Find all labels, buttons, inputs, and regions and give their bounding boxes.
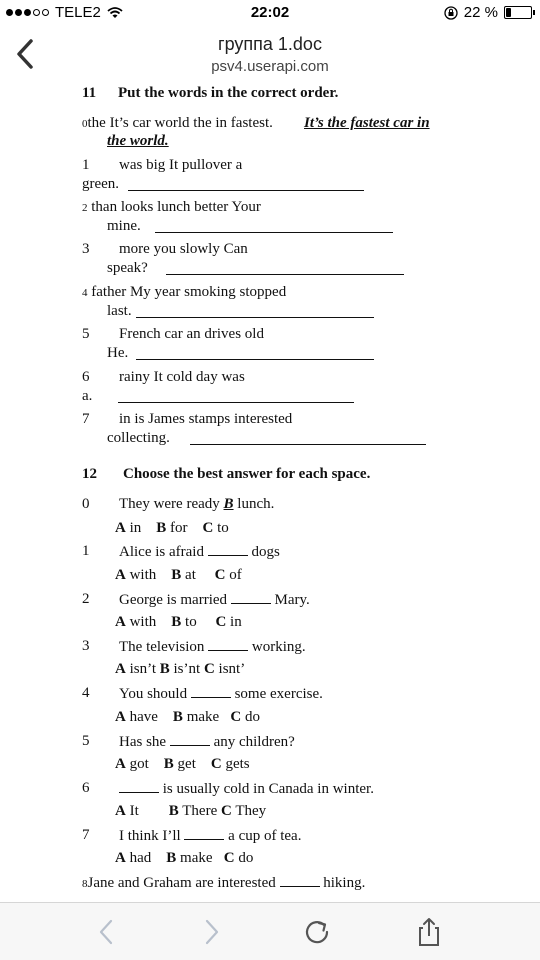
question-3-number: 3 (82, 638, 90, 654)
item-7-words: in is James stamps interested (119, 411, 293, 427)
item-4: 4 father My year smoking stopped (82, 284, 287, 300)
question-2-number: 2 (82, 591, 90, 607)
question-2-text: George is married Mary. (119, 592, 310, 608)
item-0-answer-line2: the world. (107, 133, 169, 149)
question-1-blank[interactable] (208, 543, 248, 556)
option-a[interactable]: A It (115, 803, 139, 819)
item-5-words-cont: He. (107, 345, 129, 361)
question-2-blank[interactable] (231, 591, 271, 604)
question-4-text: You should some exercise. (119, 686, 323, 702)
question-0-answer: B (223, 496, 234, 512)
question-3-options (115, 661, 245, 678)
option-b[interactable]: B is’nt (159, 661, 201, 677)
item-0: 0the It’s car world the in fastest. (82, 115, 273, 131)
option-c[interactable]: C do (223, 850, 254, 866)
status-bar (0, 0, 540, 26)
question-6-blank[interactable] (119, 780, 159, 793)
item-2-words-cont: mine. (107, 218, 141, 234)
question-8-blank[interactable] (280, 874, 320, 887)
section-12-title: Choose the best answer for each space. (123, 466, 371, 482)
question-5-text: Has she any children? (119, 734, 295, 750)
item-7-blank[interactable] (190, 432, 426, 445)
question-6-text: is usually cold in Canada in winter. (119, 780, 374, 798)
option-b[interactable]: B There (168, 803, 218, 819)
question-3-text: The television working. (119, 639, 306, 655)
item-6-blank[interactable] (118, 390, 354, 403)
question-7-text: I think I’ll a cup of tea. (119, 828, 302, 844)
question-5-number: 5 (82, 733, 90, 749)
item-1-words: was big It pullover a (119, 157, 243, 173)
item-4-blank[interactable] (136, 305, 374, 318)
option-c[interactable]: C gets (210, 756, 250, 772)
reload-icon[interactable] (302, 917, 332, 947)
option-a[interactable]: A isn’t (115, 661, 156, 677)
option-b[interactable]: B to (171, 614, 197, 630)
option-c[interactable]: C of (214, 567, 242, 583)
forward-arrow-icon[interactable] (196, 917, 226, 947)
clock: 22:02 (250, 4, 290, 21)
option-a[interactable]: A in (115, 520, 142, 536)
question-3-blank[interactable] (208, 638, 248, 651)
option-a[interactable]: A have (115, 709, 158, 725)
carrier-name: TELE2 (55, 4, 101, 21)
item-3-words-cont: speak? (107, 260, 148, 276)
battery-group (444, 4, 532, 21)
question-2-options (115, 614, 242, 631)
question-6-options (115, 803, 266, 820)
section-12-number: 12 (82, 466, 97, 482)
browser-toolbar (0, 902, 540, 960)
item-5-number: 5 (82, 326, 90, 342)
document-content (0, 82, 540, 902)
item-6-words-cont: a. (82, 388, 93, 404)
option-b[interactable]: B for (156, 520, 188, 536)
question-1-text: Alice is afraid dogs (119, 544, 280, 560)
question-5-blank[interactable] (170, 733, 210, 746)
item-5-blank[interactable] (136, 347, 374, 360)
question-7-blank[interactable] (184, 827, 224, 840)
question-7-number: 7 (82, 827, 90, 843)
option-c[interactable]: C do (230, 709, 261, 725)
section-11-number: 11 (82, 85, 97, 101)
option-b[interactable]: B make (166, 850, 213, 866)
question-0-text: They were ready B lunch. (119, 496, 275, 512)
item-2-blank[interactable] (155, 220, 393, 233)
question-0-options (115, 520, 229, 537)
item-4-words-cont: last. (107, 303, 132, 319)
option-a[interactable]: A had (115, 850, 152, 866)
question-5-options (115, 756, 250, 773)
option-c[interactable]: C isnt’ (203, 661, 246, 677)
question-8-text: 8Jane and Graham are interested hiking. (82, 875, 366, 891)
item-1-number: 1 (82, 157, 90, 173)
option-a[interactable]: A with (115, 614, 157, 630)
item-1-blank[interactable] (128, 178, 364, 191)
question-0-number: 0 (82, 496, 90, 512)
nav-bar (0, 26, 540, 82)
section-11-title: Put the words in the correct order. (118, 85, 339, 101)
option-c[interactable]: C in (215, 614, 242, 630)
document-source: psv4.userapi.com (211, 58, 329, 75)
option-a[interactable]: A got (115, 756, 149, 772)
option-b[interactable]: B get (163, 756, 196, 772)
question-1-number: 1 (82, 543, 90, 559)
battery-icon (504, 6, 532, 19)
share-icon[interactable] (414, 917, 444, 947)
item-6-words: rainy It cold day was (119, 369, 245, 385)
item-7-words-cont: collecting. (107, 430, 170, 446)
question-4-number: 4 (82, 685, 90, 701)
question-6-number: 6 (82, 780, 90, 796)
rotation-lock-icon (444, 6, 458, 20)
option-b[interactable]: B make (172, 709, 220, 725)
option-b[interactable]: B at (171, 567, 196, 583)
battery-percent: 22 % (463, 4, 498, 21)
item-3-blank[interactable] (166, 262, 404, 275)
option-a[interactable]: A with (115, 567, 157, 583)
question-7-options (115, 850, 253, 867)
item-3-number: 3 (82, 241, 90, 257)
question-1-options (115, 567, 242, 584)
question-4-options (115, 709, 260, 726)
document-title: группа 1.doc (218, 34, 322, 54)
option-c[interactable]: C They (221, 803, 267, 819)
question-4-blank[interactable] (191, 685, 231, 698)
item-3-words: more you slowly Can (119, 241, 248, 257)
item-6-number: 6 (82, 369, 90, 385)
item-5-words: French car an drives old (119, 326, 264, 342)
item-2: 2 than looks lunch better Your (82, 199, 261, 215)
option-c[interactable]: C to (202, 520, 229, 536)
item-0-answer-line1: It’s the fastest car in (304, 115, 430, 131)
item-1-words-cont: green. (82, 176, 120, 192)
item-7-number: 7 (82, 411, 90, 427)
back-arrow-icon[interactable] (92, 917, 122, 947)
